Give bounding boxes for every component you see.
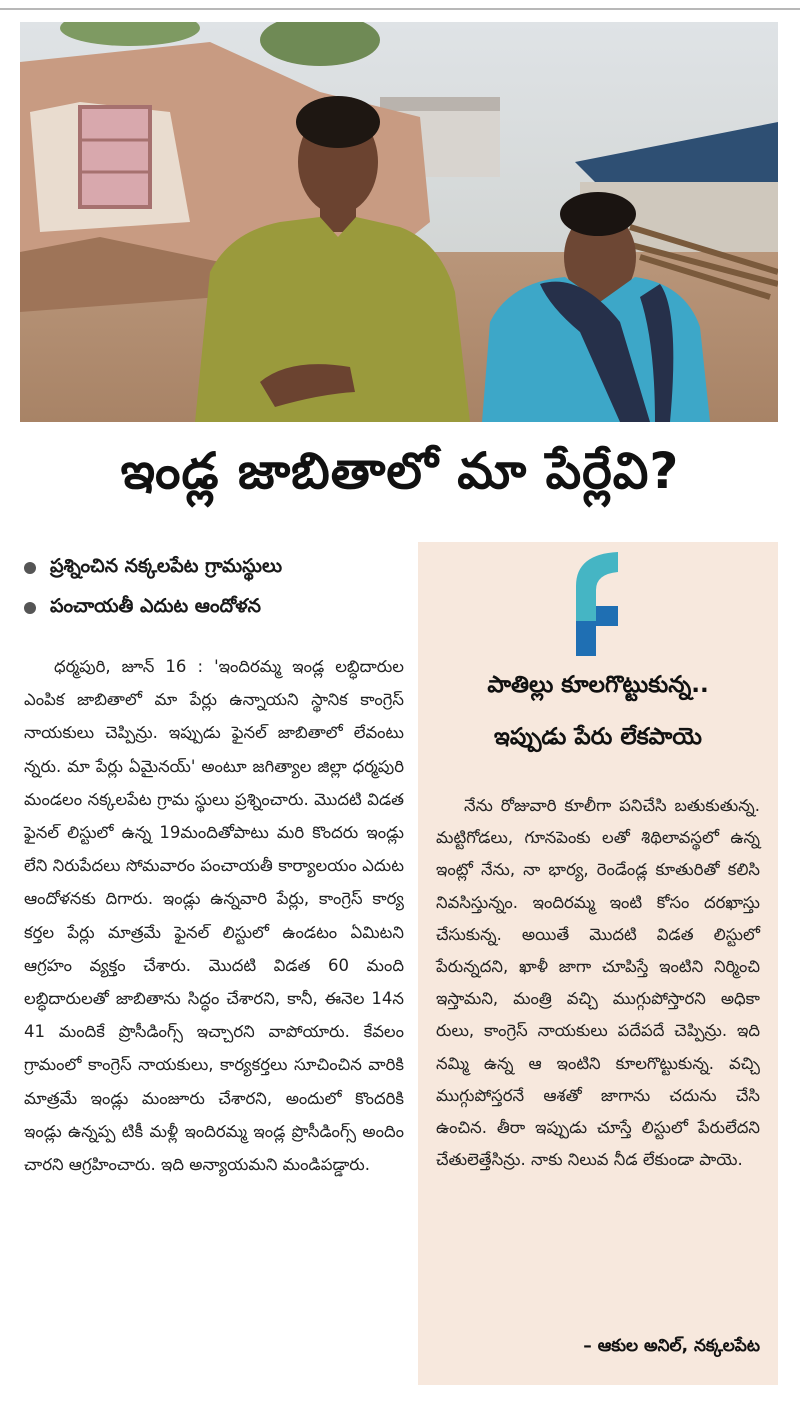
publication-logo-icon — [566, 546, 626, 666]
bullet-item — [24, 548, 404, 588]
headline: ఇండ్ల జాబితాలో మా పేర్లేవి? — [120, 441, 680, 500]
bullet-item — [24, 588, 404, 628]
sidebar-box — [418, 542, 778, 1385]
bullet-list — [24, 548, 404, 628]
article-body — [24, 650, 404, 1181]
news-photo-illustration — [20, 22, 778, 422]
bullet-dot-icon — [24, 602, 36, 614]
sidebar-signature: – ఆకుల అనిల్, నక్కలపేట — [583, 1336, 760, 1356]
bullet-text: పంచాయతీ ఎదుట ఆందోళన — [50, 594, 261, 617]
article-paragraph: ధర్మపురి, జూన్ 16 : 'ఇందిరమ్మ ఇండ్ల లబ్ధిదారుల ఎంపిక జాబితాలో మా పేర్లు ఉన్నాయని స్థానిక కాంగ్రెస్ నాయకులు చెప్పిన్రు. ఇప్పుడు ఫైనల్ జాబితాలో లేవంటు న్నరు. మా పేర్లు ఏమైనయ్' అంటూ జగిత్యాల జిల్లా ధర్మపురి మండలం నక్కలపేట గ్రామ స్థులు ప్రశ్నించారు. మొదటి విడత ఫైనల్ లిస్టులో ఉన్న 19మందితోపాటు మరి కొందరు ఇండ్లు లేని నిరుపేదలు సోమవారం పంచాయతీ కార్యాలయం ఎదుట ఆందోళనకు దిగారు. ఇండ్లు ఉన్నవారి పేర్లు, కాంగ్రెస్ కార్య కర్తల పేర్లు మాత్రమే ఫైనల్ లిస్టులో ఉండటం ఏమిటని ఆగ్రహం వ్యక్తం చేశారు. మొదటి విడత 60 మంది లబ్ధిదారులతో జాబితాను సిద్ధం చేశారని, కానీ, ఈనెల 14న 41 మందికే ప్రొసీడింగ్స్ ఇచ్చారని వాపోయారు. కేవలం గ్రామంలో కాంగ్రెస్ నాయకులు, కార్యకర్తలు సూచించిన వారికి మాత్రమే ఇండ్లు మంజూరు చేశారని, అందులో కొందరికి ఇండ్లు ఉన్నప్ప టికీ మళ్లీ ఇందిరమ్మ ఇండ్ల ప్రొసీడింగ్స్ అందిం చారని ఆగ్రహించారు. ఇది అన్యాయమని మండిపడ్డారు. — [24, 657, 404, 1175]
sidebar-heading-line-2: ఇప్పుడు పేరు లేకపాయె — [494, 724, 702, 750]
sidebar-paragraph: నేను రోజువారి కూలీగా పనిచేసి బతుకుతున్న. మట్టిగోడలు, గూనపెంకు లతో శిథిలావస్థలో ఉన్న ఇంట్లో నేను, నా భార్య, రెండేండ్ల కూతురితో కలిసి నివసిస్తున్నం. ఇందిరమ్మ ఇంటి కోసం దరఖాస్తు చేసుకున్న. అయితే మొదటి విడత లిస్టులో పేరున్నదని, ఖాళీ జాగా చూపిస్తే ఇంటిని నిర్మించి ఇస్తామని, మంత్రి వచ్చి ముగ్గుపోస్తారని అధికా రులు, కాంగ్రెస్ నాయకులు పదేపదే చెప్పిన్రు. ఇది నమ్మి ఉన్న ఆ ఇంటిని కూలగొట్టుకున్న. వచ్చి ముగ్గుపోస్తరనే ఆశతో జాగాను చదును చేసి ఉంచిన. తీరా ఇప్పుడు చూస్తే లిస్టులో పేరులేదని చేతులెత్తేసిన్రు. నాకు నిలువ నీడ లేకుండా పాయె. — [436, 796, 760, 1170]
top-rule — [0, 8, 800, 10]
bullet-text: ప్రశ్నించిన నక్కలపేట గ్రామస్థులు — [50, 554, 283, 577]
news-photo — [20, 22, 778, 422]
sidebar-body — [436, 790, 760, 1176]
sidebar-heading-line-1: పాతిల్లు కూలగొట్టుకున్న.. — [487, 672, 709, 698]
bullet-dot-icon — [24, 562, 36, 574]
